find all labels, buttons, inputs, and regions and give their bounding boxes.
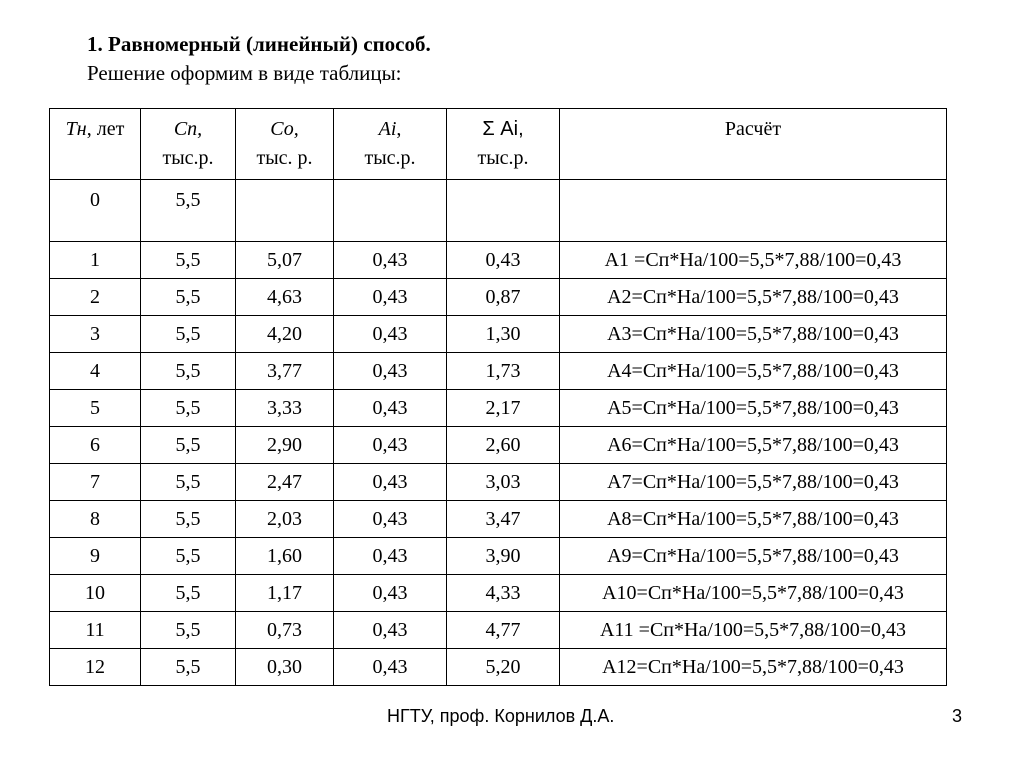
cell-year: 1 (50, 242, 141, 279)
cell-ai: 0,43 (334, 501, 447, 538)
header-ai-suffix: , (396, 118, 402, 140)
cell-year: 0 (50, 180, 141, 242)
cell-sp: 5,5 (141, 612, 236, 649)
cell-sp: 5,5 (141, 538, 236, 575)
cell-calculation: А6=Сп*На/100=5,5*7,88/100=0,43 (560, 427, 947, 464)
cell-sp: 5,5 (141, 180, 236, 242)
cell-year: 7 (50, 464, 141, 501)
cell-sp: 5,5 (141, 464, 236, 501)
cell-so: 1,60 (236, 538, 334, 575)
cell-so: 4,63 (236, 279, 334, 316)
cell-sum-ai: 3,03 (447, 464, 560, 501)
slide-subheading: Решение оформим в виде таблицы: (87, 61, 402, 85)
cell-sp: 5,5 (141, 353, 236, 390)
table-row (50, 649, 947, 686)
cell-ai: 0,43 (334, 612, 447, 649)
cell-so: 2,03 (236, 501, 334, 538)
header-sum-ai-unit: тыс.р. (477, 147, 529, 169)
cell-calculation: А5=Сп*На/100=5,5*7,88/100=0,43 (560, 390, 947, 427)
cell-ai: 0,43 (334, 649, 447, 686)
cell-ai: 0,43 (334, 464, 447, 501)
cell-sum-ai: 0,43 (447, 242, 560, 279)
slide-heading: 1. Равномерный (линейный) способ. (87, 32, 431, 56)
table-row (50, 316, 947, 353)
header-tn-main: Тн (65, 118, 87, 140)
cell-ai: 0,43 (334, 538, 447, 575)
cell-calculation: А10=Сп*На/100=5,5*7,88/100=0,43 (560, 575, 947, 612)
cell-ai: 0,43 (334, 575, 447, 612)
cell-sp: 5,5 (141, 279, 236, 316)
cell-ai: 0,43 (334, 353, 447, 390)
cell-calculation: А9=Сп*На/100=5,5*7,88/100=0,43 (560, 538, 947, 575)
header-so-main: Со, (270, 118, 299, 140)
header-sum-ai-main: Σ Ai, (482, 118, 524, 140)
table-row (50, 390, 947, 427)
cell-ai: 0,43 (334, 242, 447, 279)
cell-sum-ai: 4,77 (447, 612, 560, 649)
header-sp (141, 109, 236, 180)
header-calculation-label: Расчёт (724, 118, 782, 140)
cell-calculation (560, 180, 947, 242)
table-row (50, 353, 947, 390)
cell-sum-ai: 1,30 (447, 316, 560, 353)
cell-so: 3,77 (236, 353, 334, 390)
page-number: 3 (952, 706, 963, 726)
cell-calculation: А12=Сп*На/100=5,5*7,88/100=0,43 (560, 649, 947, 686)
header-calculation (560, 109, 947, 180)
cell-calculation: А8=Сп*На/100=5,5*7,88/100=0,43 (560, 501, 947, 538)
cell-year: 4 (50, 353, 141, 390)
cell-sum-ai: 1,73 (447, 353, 560, 390)
cell-sum-ai: 3,90 (447, 538, 560, 575)
table-row (50, 279, 947, 316)
cell-sp: 5,5 (141, 575, 236, 612)
table-row (50, 242, 947, 279)
cell-so: 2,90 (236, 427, 334, 464)
header-ai-main: Ai (378, 118, 397, 140)
table-header-row (50, 109, 947, 180)
table-row (50, 538, 947, 575)
cell-so: 4,20 (236, 316, 334, 353)
header-so (236, 109, 334, 180)
footer-author: НГТУ, проф. Корнилов Д.А. (387, 706, 615, 726)
cell-year: 2 (50, 279, 141, 316)
cell-so: 5,07 (236, 242, 334, 279)
cell-so: 2,47 (236, 464, 334, 501)
table-row (50, 612, 947, 649)
header-tn (50, 109, 141, 180)
cell-sum-ai: 5,20 (447, 649, 560, 686)
cell-sp: 5,5 (141, 501, 236, 538)
cell-sum-ai (447, 180, 560, 242)
cell-year: 9 (50, 538, 141, 575)
cell-calculation: А7=Сп*На/100=5,5*7,88/100=0,43 (560, 464, 947, 501)
table-row (50, 464, 947, 501)
cell-ai: 0,43 (334, 427, 447, 464)
cell-sum-ai: 0,87 (447, 279, 560, 316)
cell-so: 0,73 (236, 612, 334, 649)
header-sp-unit: тыс.р. (162, 147, 214, 169)
cell-so: 0,30 (236, 649, 334, 686)
header-ai (334, 109, 447, 180)
cell-sum-ai: 2,17 (447, 390, 560, 427)
cell-year: 10 (50, 575, 141, 612)
cell-sp: 5,5 (141, 427, 236, 464)
cell-so: 1,17 (236, 575, 334, 612)
cell-year: 12 (50, 649, 141, 686)
table-row (50, 575, 947, 612)
cell-sp: 5,5 (141, 242, 236, 279)
cell-sum-ai: 3,47 (447, 501, 560, 538)
cell-sum-ai: 4,33 (447, 575, 560, 612)
cell-ai: 0,43 (334, 316, 447, 353)
cell-so: 3,33 (236, 390, 334, 427)
header-sp-main: Сп, (173, 118, 203, 140)
cell-sp: 5,5 (141, 390, 236, 427)
header-ai-unit: тыс.р. (364, 147, 416, 169)
table-row (50, 427, 947, 464)
cell-calculation: А1 =Сп*На/100=5,5*7,88/100=0,43 (560, 242, 947, 279)
cell-calculation: А3=Сп*На/100=5,5*7,88/100=0,43 (560, 316, 947, 353)
cell-ai: 0,43 (334, 390, 447, 427)
cell-year: 8 (50, 501, 141, 538)
cell-so (236, 180, 334, 242)
table-row (50, 180, 947, 242)
header-tn-suffix: , лет (86, 118, 125, 140)
table-row (50, 501, 947, 538)
cell-calculation: А4=Сп*На/100=5,5*7,88/100=0,43 (560, 353, 947, 390)
cell-ai (334, 180, 447, 242)
cell-sp: 5,5 (141, 316, 236, 353)
cell-year: 5 (50, 390, 141, 427)
cell-year: 3 (50, 316, 141, 353)
cell-calculation: А11 =Сп*На/100=5,5*7,88/100=0,43 (560, 612, 947, 649)
header-sum-ai (447, 109, 560, 180)
header-so-unit: тыс. р. (256, 147, 313, 169)
cell-sp: 5,5 (141, 649, 236, 686)
cell-year: 6 (50, 427, 141, 464)
cell-calculation: А2=Сп*На/100=5,5*7,88/100=0,43 (560, 279, 947, 316)
cell-ai: 0,43 (334, 279, 447, 316)
cell-year: 11 (50, 612, 141, 649)
depreciation-table (49, 108, 947, 686)
cell-sum-ai: 2,60 (447, 427, 560, 464)
